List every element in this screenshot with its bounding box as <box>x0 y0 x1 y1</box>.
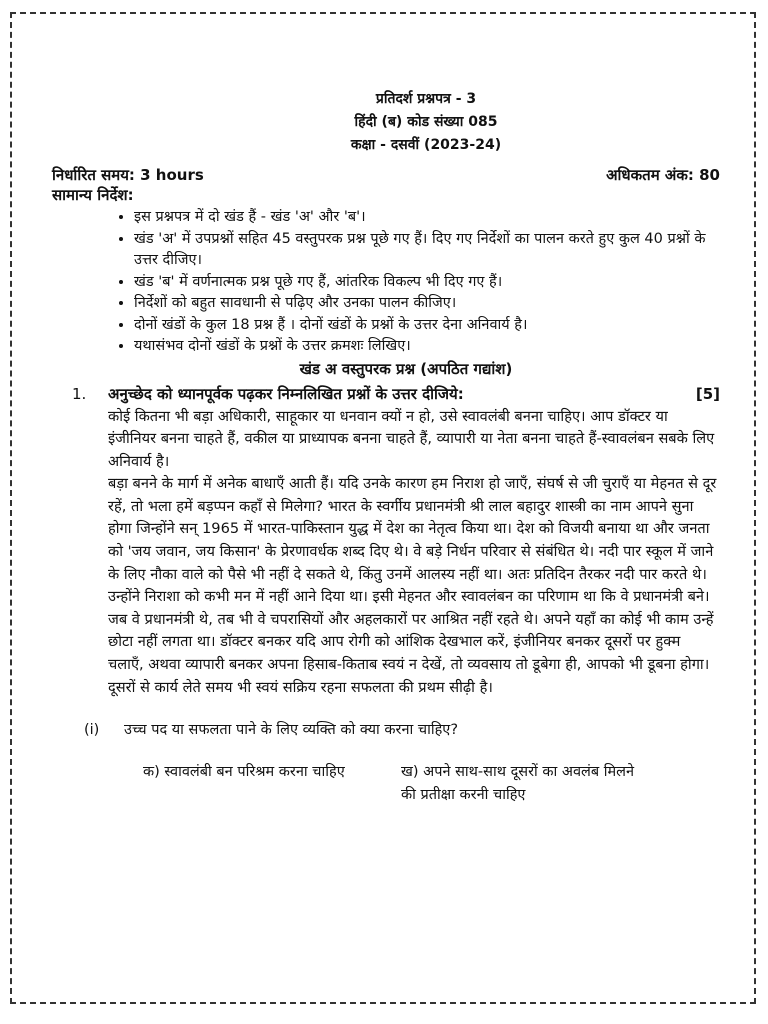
instruction-item: • दोनों खंडों के कुल 18 प्रश्न हैं । दोनों खंडों के प्रश्नों के उत्तर देना अनिवार्य है। <box>134 315 720 337</box>
option-a[interactable]: क) स्वावलंबी बन परिश्रम करना चाहिए <box>143 764 345 781</box>
sub-question-text: उच्च पद या सफलता पाने के लिए व्यक्ति को क्या करना चाहिए? <box>124 722 459 739</box>
time-allowed: निर्धारित समय: 3 hours <box>52 166 204 184</box>
max-marks: अधिकतम अंक: 80 <box>606 166 720 184</box>
question-text: अनुच्छेद को ध्यानपूर्वक पढ़कर निम्नलिखित प्रश्नों के उत्तर दीजिये: <box>108 384 464 403</box>
instruction-item: • यथासंभव दोनों खंडों के प्रश्नों के उत्तर क्रमशः लिखिए। <box>134 336 720 358</box>
instruction-item: • खंड 'ब' में वर्णनात्मक प्रश्न पूछे गए हैं, आंतरिक विकल्प भी दिए गए हैं। <box>134 272 720 294</box>
general-instructions-title: सामान्य निर्देश: <box>52 186 134 204</box>
meta-row <box>52 165 720 185</box>
instruction-list <box>52 207 720 358</box>
passage <box>108 406 720 700</box>
sub-question-i <box>52 719 720 741</box>
sub-question-number: (i) <box>84 722 100 739</box>
question-1 <box>52 382 720 406</box>
question-marks: [5] <box>695 384 720 403</box>
instruction-item: • इस प्रश्नपत्र में दो खंड हैं - खंड 'अ' और 'ब'। <box>134 207 720 229</box>
answer-options <box>52 761 720 807</box>
class-year: कक्षा - दसवीं (2023-24) <box>350 137 502 153</box>
instruction-item: • निर्देशों को बहुत सावधानी से पढ़िए और उनका पालन कीजिए। <box>134 293 720 315</box>
section-a-title: खंड अ वस्तुपरक प्रश्न (अपठित गद्यांश) <box>299 359 513 378</box>
passage-paragraph-2: बड़ा बनने के मार्ग में अनेक बाधाएँ आती हैं। यदि उनके कारण हम निराश हो जाएँ, संघर्ष से जी चुराएँ या मेहनत से दूर रहें, तो भला हमें बड़प्पन कहाँ से मिलेगा? भारत के स्वर्गीय प्रधानमंत्री श्री लाल बहादुर शास्त्री का नाम आपने सुना होगा जिन्होंने सन् 1965 में भारत-पाकिस्तान युद्ध में देश का नेतृत्व किया था। देश को विजयी बनाया था और जनता को 'जय जवान, जय किसान' के प्रेरणावर्धक शब्द दिए थे। वे बड़े निर्धन परिवार से संबंधित थे। नदी पार स्कूल में जाने के लिए नौका वाले को पैसे भी नहीं दे सकते थे, किंतु उनमें आलस्य नहीं था। अतः प्रतिदिन तैरकर नदी पार करते थे। उन्होंने निराशा को कभी मन में नहीं आने दिया था। इसी मेहनत और स्वावलंबन का परिणाम था कि वे प्रधानमंत्री बने। जब वे प्रधानमंत्री थे, तब भी वे चपरासियों और अहलकारों पर आश्रित नहीं रहते थे। अपने यहाँ का कोई भी काम उन्हें छोटा नहीं लगता था। डॉक्टर बनकर यदि आप रोगी को आंशिक देखभाल करें, इंजीनियर बनकर दूसरों पर हुक्म चलाएँ, अथवा व्यापारी बनकर अपना हिसाब-किताब स्वयं न देखें, तो व्यवसाय तो डूबेगा ही, आपको भी डूबना होगा। दूसरों से कार्य लेते समय भी स्वयं सक्रिय रहना सफलता की प्रथम सीढ़ी है। <box>108 475 717 696</box>
subject-code: हिंदी (ब) कोड संख्या 085 <box>354 114 498 130</box>
question-number: 1. <box>72 384 87 403</box>
paper-title: प्रतिदर्श प्रश्नपत्र - 3 <box>375 91 477 107</box>
passage-paragraph-1: कोई कितना भी बड़ा अधिकारी, साहूकार या धनवान क्यों न हो, उसे स्वावलंबी बनना चाहिए। आप डॉक्टर या इंजीनियर बनना चाहते हैं, वकील या प्राध्यापक बनना चाहते हैं, व्यापारी या नेता बनना चाहते हैं-स्वावलंबन सबके लिए अनिवार्य है। <box>108 407 715 470</box>
option-b[interactable]: ख) अपने साथ-साथ दूसरों का अवलंब मिलने की प्रतीक्षा करनी चाहिए <box>401 764 635 804</box>
instruction-item: • खंड 'अ' में उपप्रश्नों सहित 45 वस्तुपरक प्रश्न पूछे गए हैं। दिए गए निर्देशों का पालन करते हुए कुल 40 प्रश्नों के उत्तर दीजिए। <box>134 229 720 272</box>
question-paper <box>52 88 720 807</box>
